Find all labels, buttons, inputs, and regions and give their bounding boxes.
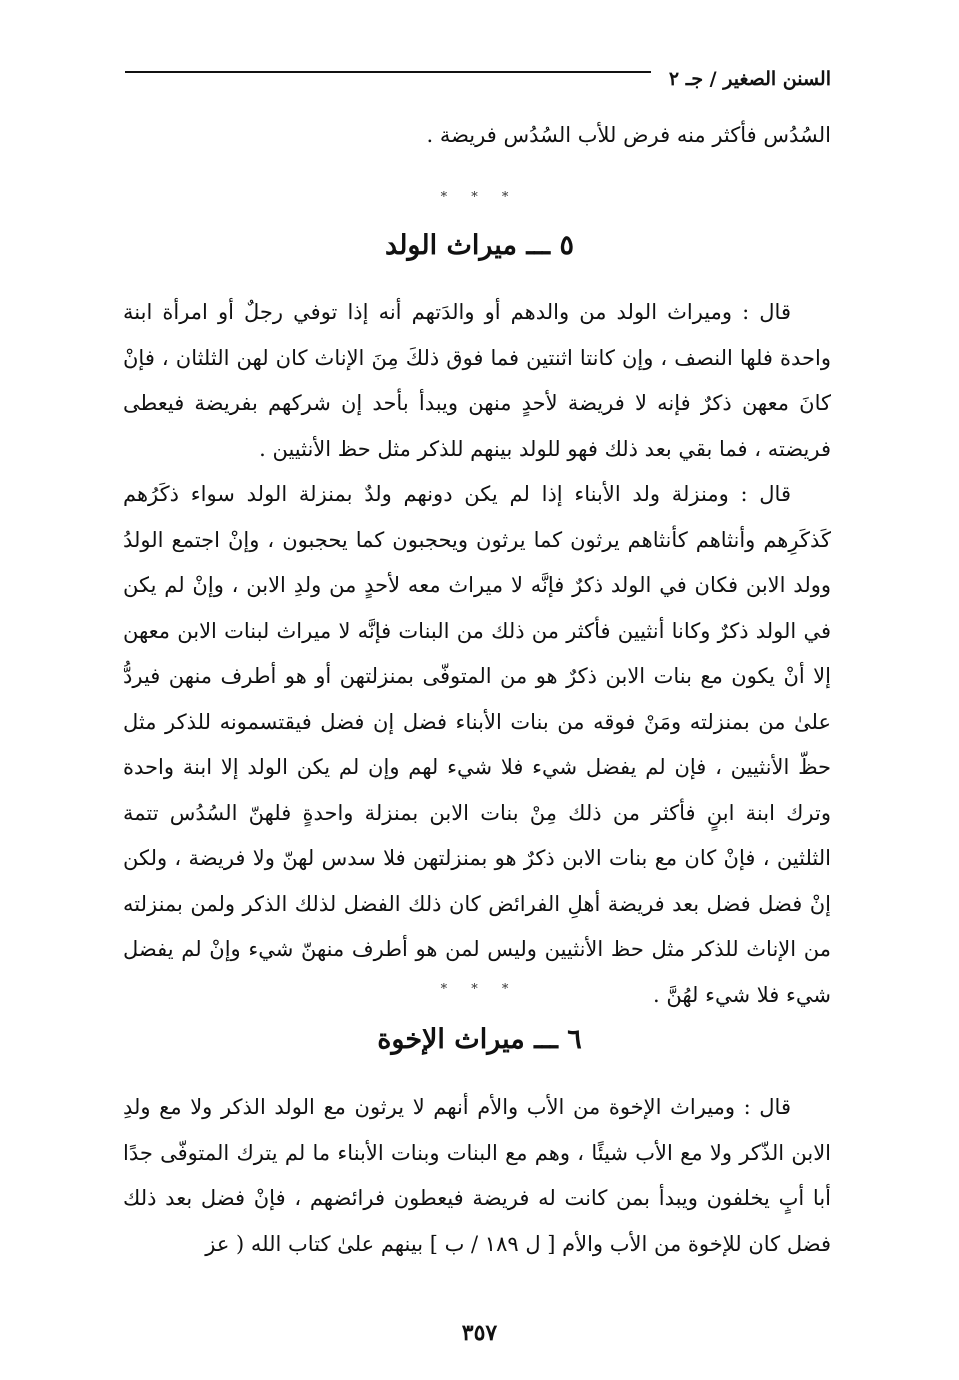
section-5-paragraph-1: قال : وميراث الولد من والدهم أو والدَتهم أنه إذا توفي رجلٌ أو امرأة ابنة واحدة فلها النصف ، وإن كانتا اثنتين فما فوق ذلكَ مِنَ الإناث كان لهن الثلثان ، فإنْ كانَ معهن ذكرٌ فإنه لا فريضة لأحدٍ منهن ويبدأ بأحد إن شركهم بفريضة فيعطى فريضته ، فما بقي بعد ذلك فهو للولد بينهم للذكر مثل حظ الأنثيين .	[123, 300, 831, 461]
section-5-body	[123, 290, 831, 472]
header-title: السنن الصغير / جـ ٢	[668, 68, 831, 90]
page-number: ٣٥٧	[461, 1320, 498, 1346]
intro-text	[123, 113, 831, 159]
running-header	[125, 62, 831, 96]
section-separator: * * *	[440, 982, 519, 997]
section-5-body-continued	[123, 472, 831, 1018]
intro-line: السُدُس فأكثر منه فرض للأب السُدُس فريضة .	[426, 123, 831, 147]
header-rule	[125, 71, 651, 73]
section-heading-5: ٥ ـــ ميراث الولد	[385, 230, 574, 261]
section-6-paragraph-1: قال : وميراث الإخوة من الأب والأم أنهم لا يرثون مع الولد الذكر ولا مع ولدِ الابن الذّكر ولا مع الأب شيئًا ، وهم مع البنات وبنات الأبناء ما لم يترك المتوفّى جدًا أبا أبٍ يخلفون ويبدأ بمن كانت له فريضة فيعطون فرائضهم ، فإنْ فضل بعد ذلك فضل كان للإخوة من الأب والأم [ ل ١٨٩ / ب ] بينهم علىٰ كتاب الله ( عز	[123, 1095, 831, 1256]
section-5-paragraph-2: قال : ومنزلة ولد الأبناء إذا لم يكن دونهم ولدٌ بمنزلة الولد سواء ذكَرُهم كَذكَرِهم وأنثاهم كأنثاهم يرثون كما يرثون ويحجبون كما يحجبون ، وإنْ اجتمع الولدُ وولد الابن فكان في الولد ذكرٌ فإنَّه لا ميراث معه لأحدٍ من ولدِ الابن ، وإنْ لم يكن في الولد ذكرٌ وكانا أنثيين فأكثر من ذلك من البنات فإنَّه لا ميراث لبنات الابن معهن إلا أنْ يكون مع بنات الابن ذكرٌ هو من المتوفّى بمنزلتهن أو هو أطرف منهن فيردُّ علىٰ من بمنزلته ومَنْ فوقه من بنات الأبناء فضل إن فضل فيقتسمونه للذكر مثل حظّ الأنثيين ، فإن لم يفضل شيء فلا شيء لهم وإن لم يكن الولد إلا ابنة واحدة وترك ابنة ابنٍ فأكثر من ذلك مِنْ بنات الابن بمنزلة واحدةٍ فلهنّ السُدُس تتمة الثلثين ، فإنْ كان مع بنات الابن ذكرٌ هو بمنزلتهن فلا سدس لهنّ ولا فريضة ، ولكن إنْ فضل فضل بعد فريضة أهلِ الفرائض كان ذلك الفضل لذلك الذكر ولمن بمنزلته من الإناث للذكر مثل حظ الأنثيين وليس لمن هو أطرف منهنّ شيء وإنْ لم يفضل شيء فلا شيء لهُنَّ .	[123, 482, 831, 1007]
section-separator: * * *	[440, 190, 519, 205]
section-6-body	[123, 1085, 831, 1267]
section-heading-6: ٦ ـــ ميراث الإخوة	[377, 1024, 582, 1055]
